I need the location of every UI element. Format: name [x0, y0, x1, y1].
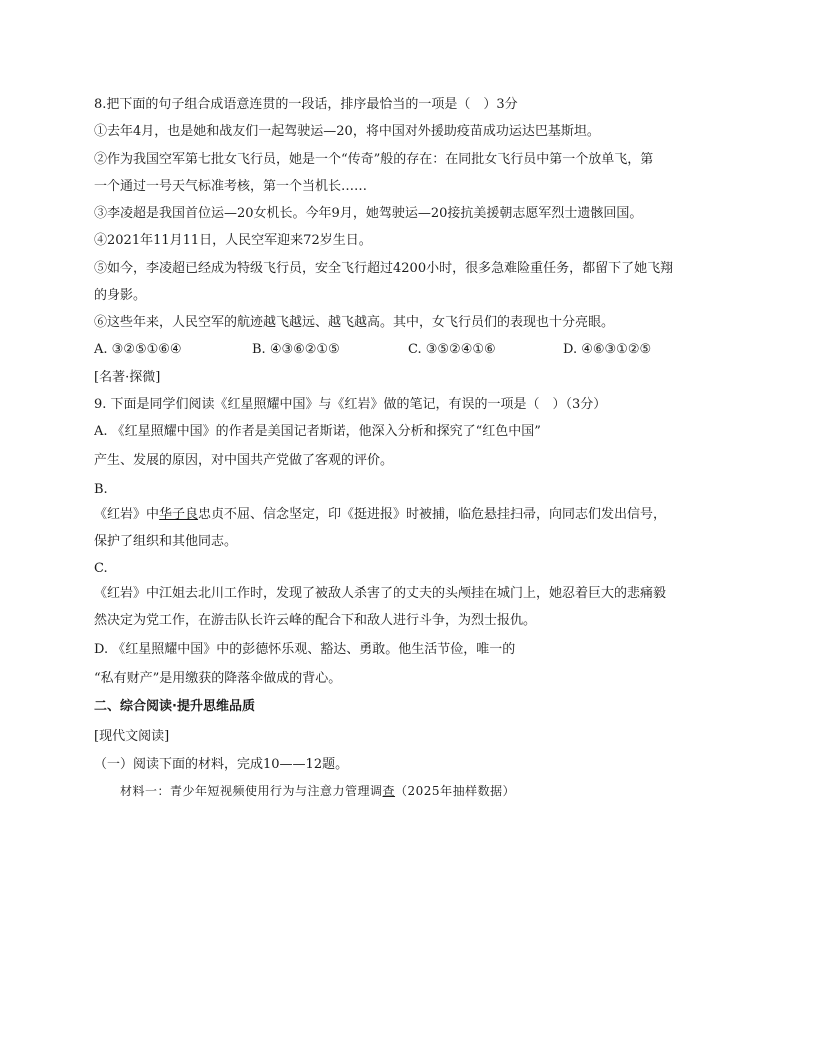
q9-b-text-underlined: 华子良 — [159, 507, 199, 522]
q8-sentence-2-line-2: 一个通过一号天气标准考核，第一个当机长…… — [94, 179, 368, 194]
q9-option-b-line-2: 保护了组织和其他同志。 — [94, 534, 238, 549]
q9-option-c-label[interactable]: C. — [94, 561, 108, 576]
q9-option-a-line-2: 产生、发展的原因，对中国共产党做了客观的评价。 — [94, 453, 394, 468]
q9-option-b-line-1 — [94, 506, 734, 524]
q8-sentence-2-line-1: ②作为我国空军第七批女飞行员，她是一个“传奇”般的存在：在同批女飞行员中第一个放单飞，第 — [94, 152, 654, 167]
material-1-caption — [120, 783, 720, 799]
q9-option-d-line-2: “私有财产”是用缴获的降落伞做成的背心。 — [94, 671, 342, 686]
q8-option-c[interactable]: C. ③⑤②④①⑥ — [408, 342, 496, 357]
q9-option-a-line-1[interactable]: A. 《红星照耀中国》的作者是美国记者斯诺，他深入分析和探究了“红色中国” — [94, 424, 541, 439]
q8-sentence-4: ④2021年11月11日，人民空军迎来72岁生日。 — [94, 233, 372, 248]
q9-option-c-line-1: 《红岩》中江姐去北川工作时，发现了被敌人杀害了的丈夫的头颅挂在城门上，她忍着巨大的悲痛毅 — [94, 586, 667, 601]
q8-sentence-3: ③李凌超是我国首位运—20女机长。今年9月，她驾驶运—20接抗美援朝志愿军烈士遗骸回国。 — [94, 206, 643, 221]
q9-b-text-pre: 《红岩》中 — [94, 507, 160, 522]
section-2-title: 二、综合阅读·提升思维品质 — [94, 699, 255, 714]
q8-sentence-6: ⑥这些年来，人民空军的航迹越飞越远、越飞越高。其中，女飞行员们的表现也十分亮眼。 — [94, 315, 615, 330]
q8-option-d[interactable]: D. ④⑥③①②⑤ — [563, 342, 652, 357]
section-2-instruction: （一）阅读下面的材料，完成10——12题。 — [94, 757, 349, 772]
q8-sentence-5-line-1: ⑤如今，李凌超已经成为特级飞行员，安全飞行超过4200小时，很多急难险重任务，都留下了她飞翔 — [94, 261, 674, 276]
q8-sentence-5-line-2: 的身影。 — [94, 288, 147, 303]
caption-post: （2025年抽样数据） — [395, 784, 516, 798]
q8-sentence-1: ①去年4月，也是她和战友们一起驾驶运—20，将中国对外援助疫苗成功运达巴基斯坦。 — [94, 124, 600, 139]
q9-option-d-line-1[interactable]: D. 《红星照耀中国》中的彭德怀乐观、豁达、勇敢。他生活节俭，唯一的 — [94, 642, 516, 657]
q9-stem: 9. 下面是同学们阅读《红星照耀中国》与《红岩》做的笔记，有误的一项是（ ）（3分） — [94, 397, 607, 412]
q8-option-a[interactable]: A. ③②⑤①⑥④ — [94, 342, 182, 357]
section-2-subheading: [现代文阅读] — [94, 729, 170, 744]
q8-options — [94, 341, 734, 359]
q9-option-b-label[interactable]: B. — [94, 482, 108, 497]
section-mingzhu-heading: [名著·探微] — [94, 370, 161, 385]
q8-stem: 8.把下面的句子组合成语意连贯的一段话，排序最恰当的一项是（ ）3分 — [94, 97, 518, 112]
caption-pre: 材料一：青少年短视频使用行为与注意力管理调 — [120, 784, 383, 798]
caption-underlined: 查 — [382, 784, 396, 798]
q9-b-text-post: 忠贞不屈、信念坚定，印《挺进报》时被捕，临危悬挂扫帚，向同志们发出信号， — [198, 507, 667, 522]
q9-option-c-line-2: 然决定为党工作，在游击队长许云峰的配合下和敌人进行斗争，为烈士报仇。 — [94, 613, 537, 628]
q8-option-b[interactable]: B. ④③⑥②①⑤ — [252, 342, 340, 357]
